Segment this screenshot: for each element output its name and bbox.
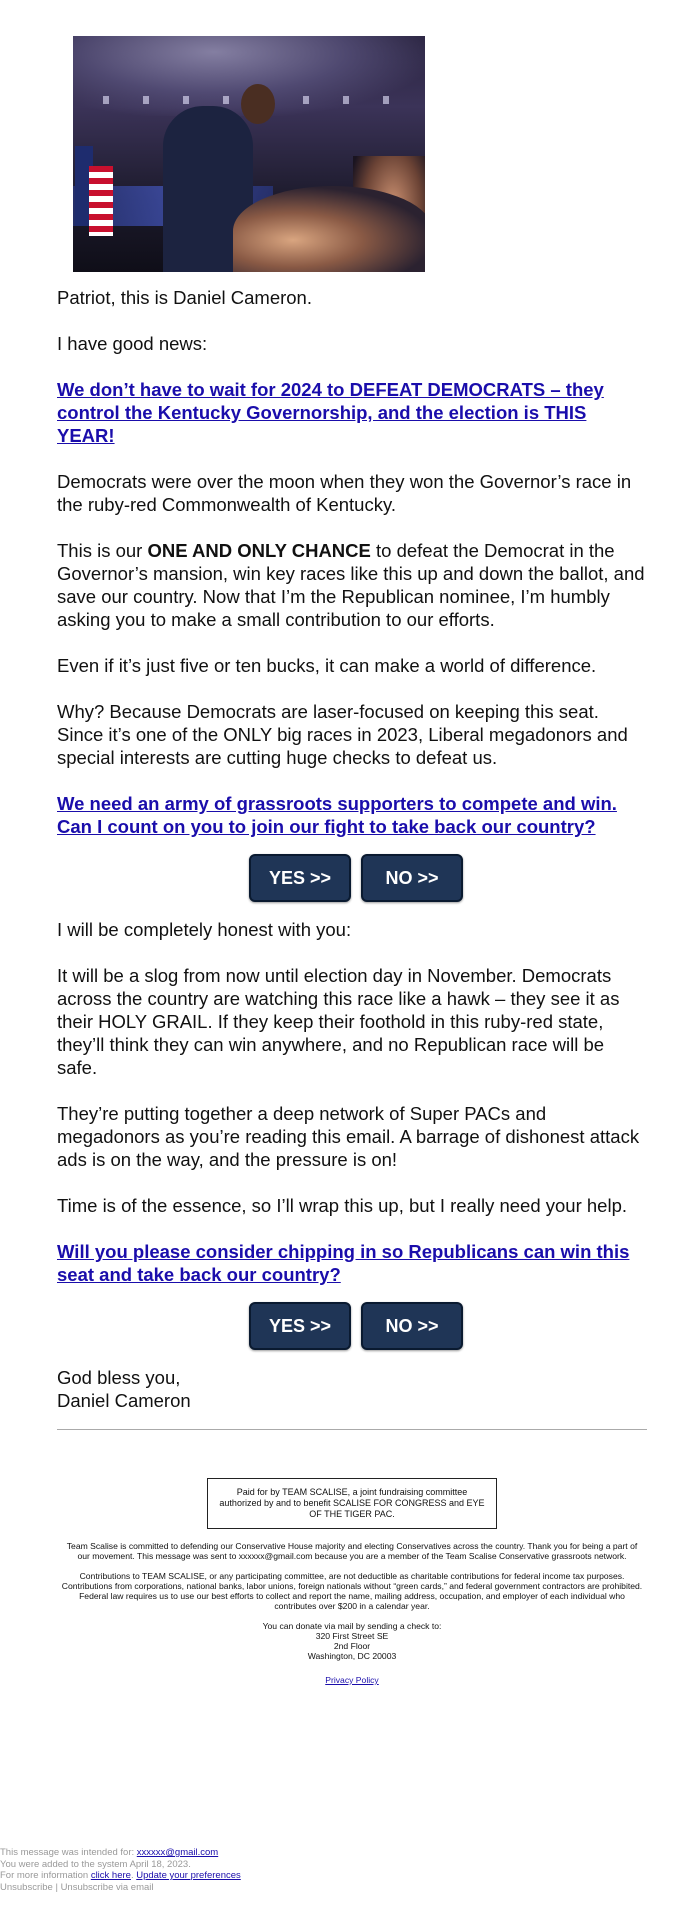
paragraph-2 [57, 539, 647, 631]
unsubscribe-separator: | [52, 1881, 61, 1893]
contributions-text: Contributions to TEAM SCALISE, or any participating committee, are not deductible as charitable contributions for federal income tax purposes. Contributions from corporations, national banks, labor unions, foreign nationals without “green cards,” and federal government contractors are prohibited. Federal law requires us to use our best efforts to collect and report the name, mailing address, occupation, and employer of each individual who contributes over $200 in a calendar year. [61, 1571, 643, 1611]
headline-link-2[interactable]: We need an army of grassroots supporters to compete and win. Can I count on you to join our fight to take back our country? [57, 793, 617, 837]
button-row-1 [57, 854, 647, 902]
more-info-label: For more information [0, 1870, 91, 1881]
signoff-name: Daniel Cameron [57, 1390, 191, 1411]
paragraph-2-bold: ONE AND ONLY CHANCE [147, 540, 371, 561]
greeting: Patriot, this is Daniel Cameron. [57, 287, 312, 308]
paragraph-8: Time is of the essence, so I’ll wrap this up, but I really need your help. [57, 1195, 628, 1216]
paragraph-1: Democrats were over the moon when they won the Governor’s race in the ruby-red Commonwealth of Kentucky. [57, 471, 632, 515]
more-info-line [0, 1870, 241, 1882]
intended-for-line [0, 1847, 241, 1859]
privacy-policy-link[interactable]: Privacy Policy [325, 1675, 379, 1685]
no-button[interactable]: NO >> [361, 854, 463, 902]
paragraph-4: Why? Because Democrats are laser-focused on keeping this seat. Since it’s one of the ONLY big races in 2023, Liberal megadonors and special interests are cutting huge checks to defeat us. [57, 701, 628, 768]
us-flag-icon [89, 166, 113, 236]
paragraph-6: It will be a slog from now until election day in November. Democrats across the country are watching this race like a hawk – they see it as their HOLY GRAIL. If they keep their foothold in this ruby-red state, they’ll think they can win anywhere, and no Republican race will be safe. [57, 965, 620, 1078]
paragraph-5: I will be completely honest with you: [57, 919, 352, 940]
period-separator: . [130, 1870, 137, 1881]
email-body [57, 36, 647, 1685]
update-preferences-link[interactable]: Update your preferences [136, 1870, 241, 1881]
intended-for-label: This message was intended for: [0, 1847, 137, 1858]
unsubscribe-email-link[interactable]: Unsubscribe via email [60, 1881, 154, 1893]
no-button-2[interactable]: NO >> [361, 1302, 463, 1350]
paragraph-7: They’re putting together a deep network of Super PACs and megadonors as you’re reading this email. A barrage of dishonest attack ads is on the way, and the pressure is on! [57, 1103, 640, 1170]
yes-button[interactable]: YES >> [249, 854, 351, 902]
recipient-email-link[interactable]: xxxxxx@gmail.com [136, 1847, 219, 1858]
good-news: I have good news: [57, 333, 208, 354]
click-here-link[interactable]: click here [90, 1870, 131, 1881]
address-line-1: 320 First Street SE [315, 1631, 389, 1641]
unsubscribe-link[interactable]: Unsubscribe [0, 1881, 53, 1893]
button-row-2 [57, 1302, 647, 1350]
headline-link-1[interactable]: We don’t have to wait for 2024 to DEFEAT DEMOCRATS – they control the Kentucky Governorship, and the election is THIS YEAR! [57, 379, 604, 446]
yes-button-2[interactable]: YES >> [249, 1302, 351, 1350]
paragraph-2-pre: This is our [57, 540, 148, 561]
signoff-line-1: God bless you, [57, 1367, 181, 1388]
hero-photo [73, 36, 425, 272]
system-footer [0, 1847, 241, 1893]
paid-for-box: Paid for by TEAM SCALISE, a joint fundraising committee authorized by and to benefit SCALISE FOR CONGRESS and EYE OF THE TIGER PAC. [207, 1478, 497, 1529]
mail-intro: You can donate via mail by sending a check to: [262, 1621, 442, 1631]
address-line-3: Washington, DC 20003 [307, 1651, 397, 1661]
unsubscribe-line [0, 1882, 241, 1894]
added-line: You were added to the system April 18, 2023. [0, 1858, 191, 1870]
paragraph-2-post: to defeat the Democrat in the Governor’s mansion, win key races like this up and down the ballot, and save our country. Now that I’m the Republican nominee, I’m humbly asking you to make a small contribution to our efforts. [57, 540, 645, 630]
committed-text: Team Scalise is committed to defending our Conservative House majority and electing Conservatives across the country. Thank you for being a part of our movement. This message was sent to xxxxxx@gmail.com because you are a member of the Team Scalise Conservative grassroots network. [66, 1541, 638, 1561]
address-line-2: 2nd Floor [333, 1641, 371, 1651]
paragraph-3: Even if it’s just five or ten bucks, it can make a world of difference. [57, 655, 597, 676]
headline-link-3[interactable]: Will you please consider chipping in so Republicans can win this seat and take back our country? [57, 1241, 630, 1285]
